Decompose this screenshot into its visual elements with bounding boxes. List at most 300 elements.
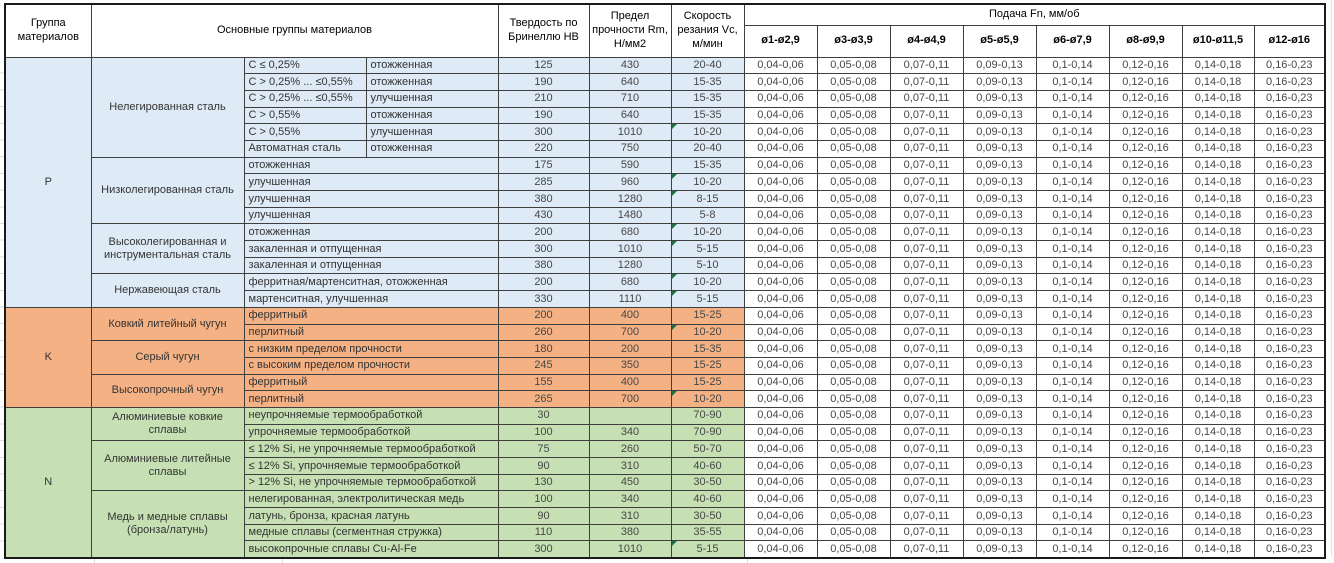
cutting-speed-cell xyxy=(671,324,744,341)
feed-diameter-header: ø12-ø16 xyxy=(1254,25,1325,57)
feed-value-cell: 0,16-0,23 xyxy=(1254,391,1325,408)
hardness-cell: 75 xyxy=(498,441,589,458)
cutting-speed-value: 40-60 xyxy=(693,492,722,505)
feed-value-cell: 0,14-0,18 xyxy=(1182,207,1254,224)
material-family-cell: Алюминиевые ковкие сплавы xyxy=(91,407,244,440)
feed-value-cell: 0,05-0,08 xyxy=(817,324,890,341)
cutting-speed-cell xyxy=(671,424,744,441)
sheet-bottom-gridline xyxy=(282,558,283,563)
feed-value-cell: 0,05-0,08 xyxy=(817,74,890,91)
feed-value-cell: 0,16-0,23 xyxy=(1254,157,1325,174)
cutting-speed-cell xyxy=(671,491,744,508)
hardness-cell: 380 xyxy=(498,191,589,208)
feed-value-cell: 0,12-0,16 xyxy=(1109,491,1182,508)
cell-flag-icon xyxy=(672,541,677,546)
feed-value-cell: 0,14-0,18 xyxy=(1182,291,1254,308)
feed-value-cell: 0,07-0,11 xyxy=(890,224,963,241)
cell-flag-icon xyxy=(672,241,677,246)
feed-value-cell: 0,05-0,08 xyxy=(817,474,890,491)
feed-value-cell: 0,14-0,18 xyxy=(1182,524,1254,541)
cutting-speed-cell xyxy=(671,74,744,91)
strength-cell: 960 xyxy=(589,174,671,191)
cutting-speed-value: 35-55 xyxy=(693,526,722,539)
feed-value-cell: 0,09-0,13 xyxy=(963,491,1036,508)
feed-value-cell: 0,04-0,06 xyxy=(744,257,817,274)
cutting-speed-cell xyxy=(671,157,744,174)
feed-value-cell: 0,09-0,13 xyxy=(963,441,1036,458)
strength-cell: 400 xyxy=(589,307,671,324)
feed-value-cell: 0,12-0,16 xyxy=(1109,541,1182,558)
cutting-speed-value: 15-35 xyxy=(693,109,722,122)
feed-value-cell: 0,16-0,23 xyxy=(1254,474,1325,491)
feed-value-cell: 0,04-0,06 xyxy=(744,341,817,358)
heat-treatment-cell: улучшенная xyxy=(366,90,498,107)
cutting-speed-value: 20-40 xyxy=(693,59,722,72)
hardness-cell: 175 xyxy=(498,157,589,174)
feed-value-cell: 0,14-0,18 xyxy=(1182,124,1254,141)
feed-value-cell: 0,07-0,11 xyxy=(890,341,963,358)
hardness-cell: 300 xyxy=(498,541,589,558)
feed-value-cell: 0,16-0,23 xyxy=(1254,74,1325,91)
feed-value-cell: 0,09-0,13 xyxy=(963,374,1036,391)
feed-value-cell: 0,12-0,16 xyxy=(1109,307,1182,324)
feed-value-cell: 0,05-0,08 xyxy=(817,157,890,174)
strength-cell: 1010 xyxy=(589,124,671,141)
feed-value-cell: 0,16-0,23 xyxy=(1254,541,1325,558)
feed-value-cell: 0,07-0,11 xyxy=(890,324,963,341)
material-description-cell: закаленная и отпущенная xyxy=(244,241,498,258)
heat-treatment-cell: отожженная xyxy=(366,57,498,74)
material-description-cell: перлитный xyxy=(244,324,498,341)
cutting-speed-value: 15-25 xyxy=(693,309,722,322)
feed-value-cell: 0,14-0,18 xyxy=(1182,90,1254,107)
col-header-feed-group: Подача Fn, мм/об xyxy=(744,4,1325,25)
feed-diameter-header: ø5-ø5,9 xyxy=(963,25,1036,57)
hardness-cell: 430 xyxy=(498,207,589,224)
feed-value-cell: 0,14-0,18 xyxy=(1182,224,1254,241)
feed-value-cell: 0,1-0,14 xyxy=(1036,107,1109,124)
table-row xyxy=(5,307,1325,324)
feed-value-cell: 0,1-0,14 xyxy=(1036,341,1109,358)
cutting-speed-cell xyxy=(671,357,744,374)
feed-value-cell: 0,12-0,16 xyxy=(1109,74,1182,91)
feed-value-cell: 0,09-0,13 xyxy=(963,407,1036,424)
material-description-cell: медные сплавы (сегментная стружка) xyxy=(244,524,498,541)
feed-value-cell: 0,16-0,23 xyxy=(1254,257,1325,274)
cutting-speed-cell xyxy=(671,257,744,274)
feed-value-cell: 0,07-0,11 xyxy=(890,424,963,441)
hardness-cell: 100 xyxy=(498,491,589,508)
feed-value-cell: 0,05-0,08 xyxy=(817,291,890,308)
feed-value-cell: 0,14-0,18 xyxy=(1182,274,1254,291)
material-description-cell: улучшенная xyxy=(244,191,498,208)
feed-value-cell: 0,04-0,06 xyxy=(744,107,817,124)
cutting-speed-cell xyxy=(671,274,744,291)
feed-value-cell: 0,16-0,23 xyxy=(1254,374,1325,391)
feed-value-cell: 0,04-0,06 xyxy=(744,357,817,374)
hardness-cell: 265 xyxy=(498,391,589,408)
feed-value-cell: 0,04-0,06 xyxy=(744,140,817,157)
cutting-speed-cell xyxy=(671,124,744,141)
cell-flag-icon xyxy=(672,174,677,179)
table-row xyxy=(5,224,1325,241)
feed-value-cell: 0,1-0,14 xyxy=(1036,324,1109,341)
cell-flag-icon xyxy=(672,191,677,196)
feed-value-cell: 0,14-0,18 xyxy=(1182,57,1254,74)
hardness-cell: 190 xyxy=(498,107,589,124)
feed-value-cell: 0,16-0,23 xyxy=(1254,90,1325,107)
feed-diameter-header: ø1-ø2,9 xyxy=(744,25,817,57)
feed-value-cell: 0,12-0,16 xyxy=(1109,508,1182,525)
feed-value-cell: 0,12-0,16 xyxy=(1109,274,1182,291)
feed-value-cell: 0,1-0,14 xyxy=(1036,407,1109,424)
feed-value-cell: 0,14-0,18 xyxy=(1182,324,1254,341)
feed-value-cell: 0,09-0,13 xyxy=(963,474,1036,491)
cutting-speed-cell xyxy=(671,441,744,458)
carbon-content-cell: C > 0,25% ... ≤0,55% xyxy=(244,74,366,91)
feed-value-cell: 0,09-0,13 xyxy=(963,191,1036,208)
col-header-cutting-speed: Скорость резания Vc, м/мин xyxy=(671,4,744,57)
feed-value-cell: 0,04-0,06 xyxy=(744,391,817,408)
material-description-cell: ≤ 12% Si, упрочняемые термообработкой xyxy=(244,458,498,475)
strength-cell: 380 xyxy=(589,524,671,541)
feed-value-cell: 0,09-0,13 xyxy=(963,157,1036,174)
feed-value-cell: 0,05-0,08 xyxy=(817,357,890,374)
cutting-speed-value: 70-90 xyxy=(693,409,722,422)
feed-value-cell: 0,05-0,08 xyxy=(817,391,890,408)
cutting-speed-cell xyxy=(671,207,744,224)
material-description-cell: ферритный xyxy=(244,307,498,324)
material-description-cell: улучшенная xyxy=(244,207,498,224)
feed-value-cell: 0,05-0,08 xyxy=(817,341,890,358)
strength-cell: 400 xyxy=(589,374,671,391)
material-description-cell: отожженная xyxy=(244,224,498,241)
cutting-speed-value: 15-35 xyxy=(693,342,722,355)
carbon-content-cell: C > 0,55% xyxy=(244,124,366,141)
feed-value-cell: 0,04-0,06 xyxy=(744,224,817,241)
strength-cell: 1110 xyxy=(589,291,671,308)
material-description-cell: отожженная xyxy=(244,157,498,174)
strength-cell: 310 xyxy=(589,508,671,525)
feed-value-cell: 0,05-0,08 xyxy=(817,224,890,241)
feed-value-cell: 0,09-0,13 xyxy=(963,207,1036,224)
feed-value-cell: 0,16-0,23 xyxy=(1254,424,1325,441)
feed-value-cell: 0,05-0,08 xyxy=(817,90,890,107)
feed-value-cell: 0,04-0,06 xyxy=(744,474,817,491)
hardness-cell: 125 xyxy=(498,57,589,74)
feed-value-cell: 0,07-0,11 xyxy=(890,207,963,224)
feed-value-cell: 0,07-0,11 xyxy=(890,74,963,91)
feed-value-cell: 0,16-0,23 xyxy=(1254,441,1325,458)
feed-value-cell: 0,1-0,14 xyxy=(1036,140,1109,157)
feed-value-cell: 0,07-0,11 xyxy=(890,458,963,475)
feed-value-cell: 0,04-0,06 xyxy=(744,458,817,475)
feed-value-cell: 0,09-0,13 xyxy=(963,541,1036,558)
material-family-cell: Серый чугун xyxy=(91,341,244,374)
feed-value-cell: 0,09-0,13 xyxy=(963,524,1036,541)
feed-value-cell: 0,14-0,18 xyxy=(1182,424,1254,441)
feed-value-cell: 0,07-0,11 xyxy=(890,541,963,558)
feed-value-cell: 0,1-0,14 xyxy=(1036,257,1109,274)
strength-cell: 260 xyxy=(589,441,671,458)
table-row xyxy=(5,274,1325,291)
feed-value-cell: 0,09-0,13 xyxy=(963,140,1036,157)
feed-value-cell: 0,14-0,18 xyxy=(1182,541,1254,558)
feed-value-cell: 0,1-0,14 xyxy=(1036,474,1109,491)
feed-value-cell: 0,1-0,14 xyxy=(1036,458,1109,475)
material-family-cell: Нержавеющая сталь xyxy=(91,274,244,307)
strength-cell: 1010 xyxy=(589,541,671,558)
feed-value-cell: 0,14-0,18 xyxy=(1182,341,1254,358)
cutting-speed-cell xyxy=(671,374,744,391)
sheet-right-gridline xyxy=(1331,0,1332,557)
feed-value-cell: 0,1-0,14 xyxy=(1036,191,1109,208)
feed-value-cell: 0,05-0,08 xyxy=(817,524,890,541)
material-family-cell: Нелегированная сталь xyxy=(91,57,244,157)
group-code-cell: K xyxy=(5,307,91,407)
feed-value-cell: 0,04-0,06 xyxy=(744,491,817,508)
cutting-speed-value: 70-90 xyxy=(693,426,722,439)
material-family-cell: Высоколегированная и инструментальная сталь xyxy=(91,224,244,274)
feed-value-cell: 0,05-0,08 xyxy=(817,274,890,291)
feed-value-cell: 0,14-0,18 xyxy=(1182,307,1254,324)
feed-diameter-header: ø6-ø7,9 xyxy=(1036,25,1109,57)
feed-value-cell: 0,16-0,23 xyxy=(1254,407,1325,424)
heat-treatment-cell: отожженная xyxy=(366,140,498,157)
feed-diameter-header: ø4-ø4,9 xyxy=(890,25,963,57)
material-description-cell: с низким пределом прочности xyxy=(244,341,498,358)
feed-value-cell: 0,12-0,16 xyxy=(1109,191,1182,208)
feed-value-cell: 0,14-0,18 xyxy=(1182,458,1254,475)
feed-value-cell: 0,07-0,11 xyxy=(890,291,963,308)
material-family-cell: Медь и медные сплавы (бронза/латунь) xyxy=(91,491,244,558)
feed-value-cell: 0,09-0,13 xyxy=(963,324,1036,341)
strength-cell: 700 xyxy=(589,324,671,341)
feed-value-cell: 0,07-0,11 xyxy=(890,357,963,374)
materials-feed-table xyxy=(4,3,1326,559)
feed-value-cell: 0,04-0,06 xyxy=(744,374,817,391)
material-description-cell: мартенситная, улучшенная xyxy=(244,291,498,308)
feed-value-cell: 0,04-0,06 xyxy=(744,524,817,541)
feed-value-cell: 0,12-0,16 xyxy=(1109,224,1182,241)
feed-diameter-header: ø8-ø9,9 xyxy=(1109,25,1182,57)
hardness-cell: 30 xyxy=(498,407,589,424)
feed-value-cell: 0,05-0,08 xyxy=(817,307,890,324)
col-header-brinell-hardness: Твердость по Бринеллю HB xyxy=(498,4,589,57)
hardness-cell: 220 xyxy=(498,140,589,157)
feed-value-cell: 0,16-0,23 xyxy=(1254,524,1325,541)
strength-cell: 340 xyxy=(589,424,671,441)
strength-cell: 1280 xyxy=(589,191,671,208)
feed-value-cell: 0,04-0,06 xyxy=(744,191,817,208)
feed-value-cell: 0,05-0,08 xyxy=(817,441,890,458)
material-description-cell: нелегированная, электролитическая медь xyxy=(244,491,498,508)
material-description-cell: закаленная и отпущенная xyxy=(244,257,498,274)
feed-value-cell: 0,09-0,13 xyxy=(963,107,1036,124)
cutting-speed-cell xyxy=(671,474,744,491)
strength-cell: 1280 xyxy=(589,257,671,274)
feed-value-cell: 0,05-0,08 xyxy=(817,207,890,224)
cell-flag-icon xyxy=(672,274,677,279)
feed-value-cell: 0,12-0,16 xyxy=(1109,441,1182,458)
feed-value-cell: 0,07-0,11 xyxy=(890,441,963,458)
feed-value-cell: 0,07-0,11 xyxy=(890,191,963,208)
col-header-main-material-groups: Основные группы материалов xyxy=(91,4,498,57)
feed-value-cell: 0,09-0,13 xyxy=(963,90,1036,107)
feed-value-cell: 0,09-0,13 xyxy=(963,458,1036,475)
heat-treatment-cell: улучшенная xyxy=(366,124,498,141)
feed-value-cell: 0,12-0,16 xyxy=(1109,474,1182,491)
feed-value-cell: 0,05-0,08 xyxy=(817,191,890,208)
feed-value-cell: 0,12-0,16 xyxy=(1109,257,1182,274)
feed-value-cell: 0,09-0,13 xyxy=(963,357,1036,374)
feed-value-cell: 0,14-0,18 xyxy=(1182,157,1254,174)
hardness-cell: 300 xyxy=(498,124,589,141)
feed-value-cell: 0,12-0,16 xyxy=(1109,357,1182,374)
cutting-speed-value: 15-25 xyxy=(693,376,722,389)
cutting-speed-cell xyxy=(671,524,744,541)
material-family-cell: Высокопрочный чугун xyxy=(91,374,244,407)
feed-value-cell: 0,1-0,14 xyxy=(1036,508,1109,525)
feed-value-cell: 0,12-0,16 xyxy=(1109,57,1182,74)
hardness-cell: 200 xyxy=(498,274,589,291)
cutting-speed-cell xyxy=(671,541,744,558)
feed-value-cell: 0,04-0,06 xyxy=(744,74,817,91)
feed-value-cell: 0,1-0,14 xyxy=(1036,491,1109,508)
feed-value-cell: 0,09-0,13 xyxy=(963,57,1036,74)
material-family-cell: Алюминиевые литейные сплавы xyxy=(91,441,244,491)
feed-value-cell: 0,07-0,11 xyxy=(890,124,963,141)
feed-value-cell: 0,07-0,11 xyxy=(890,257,963,274)
feed-value-cell: 0,07-0,11 xyxy=(890,174,963,191)
cutting-speed-value: 5-15 xyxy=(696,242,719,255)
feed-value-cell: 0,14-0,18 xyxy=(1182,191,1254,208)
material-description-cell: ферритная/мартенситная, отожженная xyxy=(244,274,498,291)
feed-value-cell: 0,04-0,06 xyxy=(744,441,817,458)
feed-value-cell: 0,16-0,23 xyxy=(1254,241,1325,258)
hardness-cell: 180 xyxy=(498,341,589,358)
feed-value-cell: 0,16-0,23 xyxy=(1254,224,1325,241)
feed-value-cell: 0,05-0,08 xyxy=(817,458,890,475)
feed-value-cell: 0,09-0,13 xyxy=(963,424,1036,441)
feed-value-cell: 0,16-0,23 xyxy=(1254,324,1325,341)
hardness-cell: 100 xyxy=(498,424,589,441)
feed-value-cell: 0,16-0,23 xyxy=(1254,124,1325,141)
cutting-speed-value: 15-35 xyxy=(693,159,722,172)
feed-value-cell: 0,1-0,14 xyxy=(1036,291,1109,308)
feed-value-cell: 0,04-0,06 xyxy=(744,424,817,441)
feed-value-cell: 0,14-0,18 xyxy=(1182,391,1254,408)
feed-value-cell: 0,05-0,08 xyxy=(817,124,890,141)
feed-value-cell: 0,07-0,11 xyxy=(890,524,963,541)
feed-value-cell: 0,12-0,16 xyxy=(1109,124,1182,141)
cutting-speed-value: 8-15 xyxy=(696,192,719,205)
feed-value-cell: 0,14-0,18 xyxy=(1182,174,1254,191)
feed-value-cell: 0,1-0,14 xyxy=(1036,374,1109,391)
feed-value-cell: 0,09-0,13 xyxy=(963,257,1036,274)
hardness-cell: 300 xyxy=(498,241,589,258)
cutting-speed-value: 15-25 xyxy=(693,359,722,372)
table-row xyxy=(5,407,1325,424)
feed-value-cell: 0,04-0,06 xyxy=(744,407,817,424)
feed-value-cell: 0,14-0,18 xyxy=(1182,74,1254,91)
material-description-cell: высокопрочные сплавы Cu-Al-Fe xyxy=(244,541,498,558)
cell-flag-icon xyxy=(672,291,677,296)
strength-cell: 340 xyxy=(589,491,671,508)
hardness-cell: 245 xyxy=(498,357,589,374)
feed-value-cell: 0,16-0,23 xyxy=(1254,307,1325,324)
cutting-speed-cell xyxy=(671,107,744,124)
feed-value-cell: 0,16-0,23 xyxy=(1254,107,1325,124)
feed-value-cell: 0,07-0,11 xyxy=(890,107,963,124)
feed-value-cell: 0,12-0,16 xyxy=(1109,241,1182,258)
cutting-speed-value: 20-40 xyxy=(693,142,722,155)
strength-cell: 350 xyxy=(589,357,671,374)
hardness-cell: 200 xyxy=(498,224,589,241)
table-row xyxy=(5,157,1325,174)
feed-value-cell: 0,14-0,18 xyxy=(1182,441,1254,458)
feed-value-cell: 0,07-0,11 xyxy=(890,491,963,508)
cutting-speed-cell xyxy=(671,191,744,208)
strength-cell: 710 xyxy=(589,90,671,107)
feed-value-cell: 0,1-0,14 xyxy=(1036,524,1109,541)
feed-value-cell: 0,1-0,14 xyxy=(1036,241,1109,258)
feed-value-cell: 0,12-0,16 xyxy=(1109,458,1182,475)
feed-value-cell: 0,14-0,18 xyxy=(1182,508,1254,525)
cutting-speed-value: 10-20 xyxy=(693,175,722,188)
feed-value-cell: 0,05-0,08 xyxy=(817,140,890,157)
feed-value-cell: 0,1-0,14 xyxy=(1036,57,1109,74)
material-description-cell: перлитный xyxy=(244,391,498,408)
cutting-speed-cell xyxy=(671,90,744,107)
hardness-cell: 90 xyxy=(498,508,589,525)
hardness-cell: 210 xyxy=(498,90,589,107)
cutting-speed-value: 5-15 xyxy=(696,292,719,305)
feed-value-cell: 0,04-0,06 xyxy=(744,274,817,291)
feed-value-cell: 0,16-0,23 xyxy=(1254,174,1325,191)
feed-value-cell: 0,04-0,06 xyxy=(744,157,817,174)
cutting-speed-cell xyxy=(671,458,744,475)
feed-value-cell: 0,04-0,06 xyxy=(744,324,817,341)
feed-value-cell: 0,1-0,14 xyxy=(1036,207,1109,224)
feed-value-cell: 0,05-0,08 xyxy=(817,57,890,74)
feed-value-cell: 0,1-0,14 xyxy=(1036,391,1109,408)
feed-value-cell: 0,16-0,23 xyxy=(1254,191,1325,208)
cutting-speed-value: 10-20 xyxy=(693,275,722,288)
feed-value-cell: 0,16-0,23 xyxy=(1254,508,1325,525)
hardness-cell: 260 xyxy=(498,324,589,341)
material-description-cell: с высоким пределом прочности xyxy=(244,357,498,374)
feed-value-cell: 0,07-0,11 xyxy=(890,307,963,324)
feed-value-cell: 0,04-0,06 xyxy=(744,241,817,258)
feed-value-cell: 0,14-0,18 xyxy=(1182,374,1254,391)
cutting-speed-value: 5-10 xyxy=(696,259,719,272)
feed-value-cell: 0,14-0,18 xyxy=(1182,407,1254,424)
table-header xyxy=(5,4,1325,57)
feed-value-cell: 0,1-0,14 xyxy=(1036,357,1109,374)
strength-cell: 430 xyxy=(589,57,671,74)
feed-value-cell: 0,09-0,13 xyxy=(963,241,1036,258)
feed-value-cell: 0,05-0,08 xyxy=(817,374,890,391)
cutting-speed-cell xyxy=(671,307,744,324)
cutting-speed-cell xyxy=(671,140,744,157)
feed-value-cell: 0,1-0,14 xyxy=(1036,74,1109,91)
cutting-speed-value: 40-60 xyxy=(693,459,722,472)
feed-value-cell: 0,1-0,14 xyxy=(1036,124,1109,141)
feed-value-cell: 0,09-0,13 xyxy=(963,307,1036,324)
cutting-speed-cell xyxy=(671,241,744,258)
material-description-cell: латунь, бронза, красная латунь xyxy=(244,508,498,525)
